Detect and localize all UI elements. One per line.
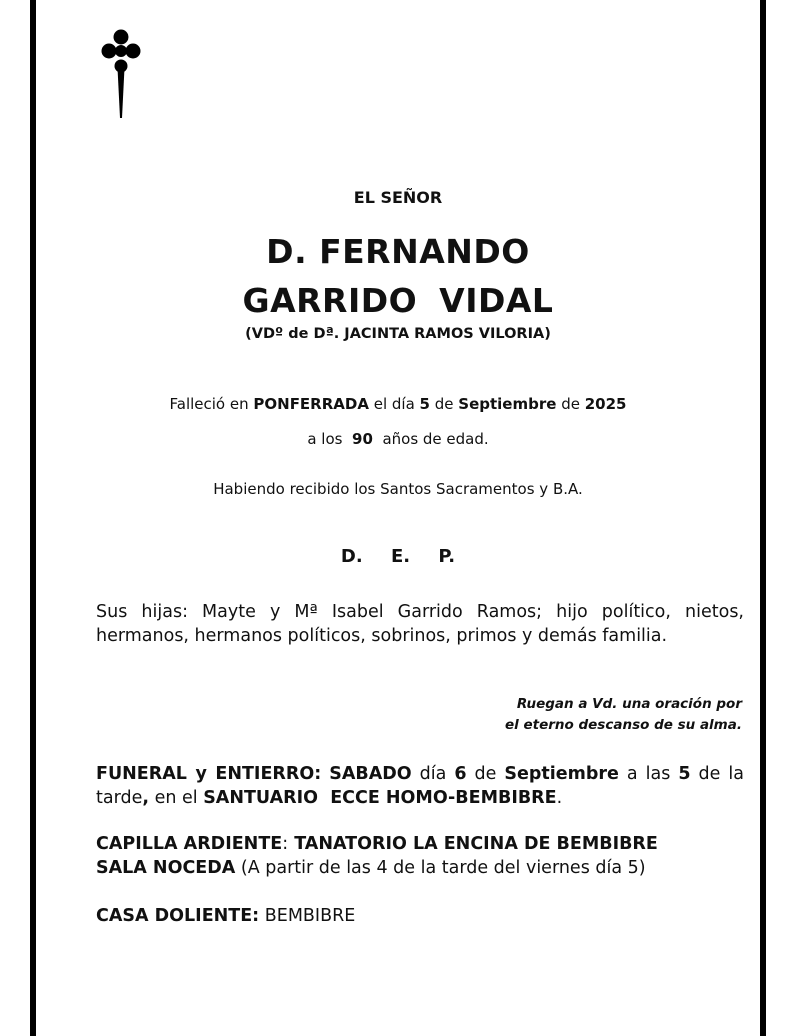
age-value: 90 [352,430,373,448]
funeral-paragraph: FUNERAL y ENTIERRO: SABADO día 6 de Septiembre a las 5 de la tarde, en el SANTUARIO ECCE HOMO-BEMBIBRE. [96,764,744,808]
chapel-line: CAPILLA ARDIENTE: TANATORIO LA ENCINA DE BEMBIBRE [96,834,658,854]
dep-initials: D. E. P. [340,546,456,567]
deceased-surname: GARRIDO VIDAL [242,281,554,320]
age-statement: a los 90 años de edad. [307,430,489,448]
chapel-note: (A partir de las 4 de la tarde del viernes día 5) [235,858,646,878]
death-year: 2025 [584,395,627,413]
funeral-label: FUNERAL y ENTIERRO: [96,764,322,784]
house-label: CASA DOLIENTE: [96,906,260,926]
chapel-place: TANATORIO LA ENCINA DE BEMBIBRE [288,834,658,854]
spouse-note: (VDº de Dª. JACINTA RAMOS VILORIA) [245,326,551,342]
house-value: BEMBIBRE [259,906,356,926]
death-place: PONFERRADA [253,395,369,413]
funeral-dayname: SABADO [329,764,412,784]
prayer-request [96,694,742,736]
sacraments-statement: Habiendo recibido los Santos Sacramentos y B.A. [213,480,583,498]
prayer-line-1: Ruegan a Vd. una oración por [516,696,742,712]
cross-icon [98,28,144,120]
prayer-line-2: el eterno descanso de su alma. [505,717,742,733]
family-paragraph: Sus hijas: Mayte y Mª Isabel Garrido Ramos; hijo político, nietos, hermanos, hermanos políticos, sobrinos, primos y demás familia. [96,602,744,646]
death-day: 5 [419,395,430,413]
funeral-day: 6 [454,764,467,784]
funeral-place: SANTUARIO ECCE HOMO-BEMBIBRE [203,788,557,808]
title-prefix: EL SEÑOR [353,188,443,207]
funeral-hour: 5 [678,764,691,784]
deceased-first-name: D. FERNANDO [266,232,530,271]
house-line [96,904,355,928]
funeral-month: Septiembre [504,764,619,784]
chapel-room: SALA NOCEDA [96,858,236,878]
death-month: Septiembre [458,395,557,413]
page-border [30,0,766,1036]
chapel-room-line [96,856,646,880]
chapel-label: CAPILLA ARDIENTE [96,834,283,854]
death-statement: Falleció en PONFERRADA el día 5 de Septiembre de 2025 [169,395,627,413]
